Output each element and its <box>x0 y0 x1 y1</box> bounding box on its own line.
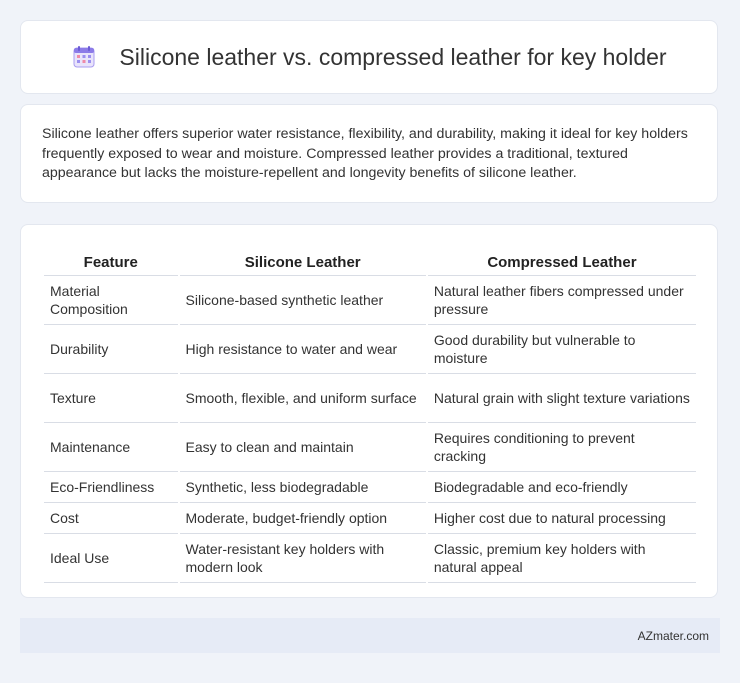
silicone-cell: High resistance to water and wear <box>180 325 426 374</box>
title-card <box>20 20 718 94</box>
silicone-cell: Moderate, budget-friendly option <box>180 503 426 534</box>
table-row <box>44 374 696 423</box>
feature-cell: Maintenance <box>44 423 178 472</box>
feature-cell: Durability <box>44 325 178 374</box>
header-silicone-leather: Silicone Leather <box>180 243 426 276</box>
feature-cell: Cost <box>44 503 178 534</box>
silicone-cell: Water-resistant key holders with modern look <box>180 534 426 583</box>
silicone-cell: Silicone-based synthetic leather <box>180 276 426 325</box>
table-row <box>44 534 696 583</box>
footer <box>20 618 720 653</box>
compressed-cell: Higher cost due to natural processing <box>428 503 696 534</box>
compressed-cell: Requires conditioning to prevent cracking <box>428 423 696 472</box>
summary-card <box>20 104 718 203</box>
compressed-cell: Good durability but vulnerable to moisture <box>428 325 696 374</box>
header-compressed-leather: Compressed Leather <box>428 243 696 276</box>
table-row <box>44 503 696 534</box>
compressed-cell: Natural grain with slight texture variations <box>428 374 696 423</box>
footer-brand: AZmater.com <box>637 628 709 643</box>
page-title: Silicone leather vs. compressed leather for key holder <box>119 43 667 70</box>
table-row <box>44 472 696 503</box>
header-feature: Feature <box>44 243 178 276</box>
feature-cell: Eco-Friendliness <box>44 472 178 503</box>
feature-cell: Material Composition <box>44 276 178 325</box>
calendar-icon <box>71 44 97 70</box>
silicone-cell: Synthetic, less biodegradable <box>180 472 426 503</box>
summary-text: Silicone leather offers superior water resistance, flexibility, and durability, making it ideal for key holders frequently exposed to wear and moisture. Compressed leather provides a traditional, textured appearance but lacks the moisture-repellent and longevity benefits of silicone leather. <box>42 126 688 181</box>
compressed-cell: Natural leather fibers compressed under pressure <box>428 276 696 325</box>
silicone-cell: Easy to clean and maintain <box>180 423 426 472</box>
table-row <box>44 276 696 325</box>
silicone-cell: Smooth, flexible, and uniform surface <box>180 374 426 423</box>
comparison-table-card <box>20 224 718 598</box>
table-row <box>44 423 696 472</box>
compressed-cell: Classic, premium key holders with natural appeal <box>428 534 696 583</box>
feature-cell: Ideal Use <box>44 534 178 583</box>
table-header-row <box>44 243 696 276</box>
table-row <box>44 325 696 374</box>
comparison-table <box>42 243 698 583</box>
feature-cell: Texture <box>44 374 178 423</box>
compressed-cell: Biodegradable and eco-friendly <box>428 472 696 503</box>
